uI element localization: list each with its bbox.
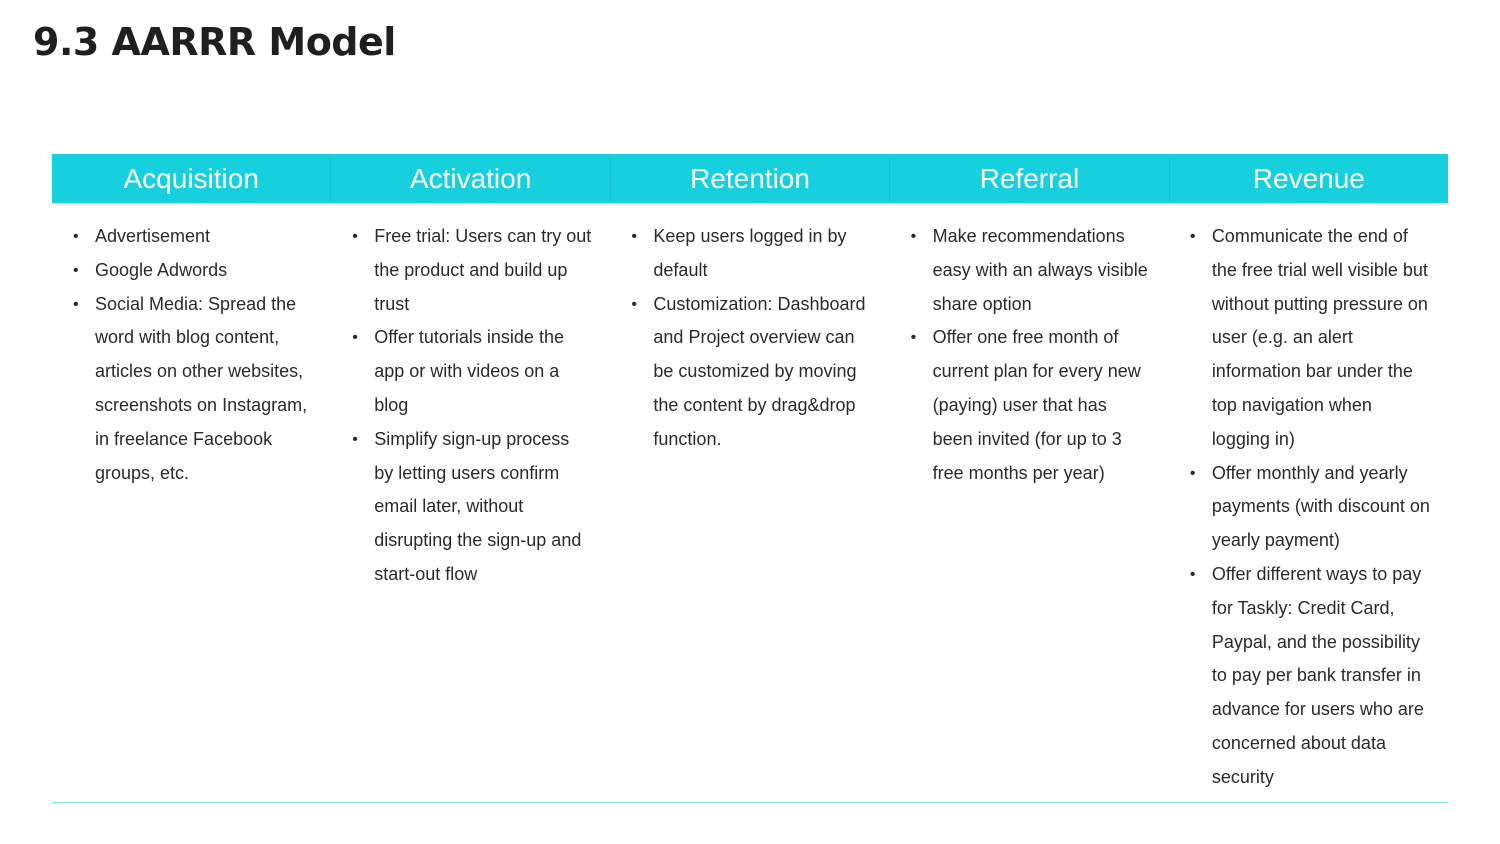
column-retention <box>610 220 889 795</box>
table-header-row <box>52 154 1448 203</box>
list-item: • Make recommendations easy with an always visible share option <box>910 220 1151 321</box>
header-revenue: Revenue <box>1252 162 1365 194</box>
referral-list <box>910 220 1151 490</box>
acquisition-list <box>72 220 313 490</box>
list-item: • Offer one free month of current plan for every new (paying) user that has been invited (for up to 3 free months per year) <box>910 321 1151 490</box>
page-title: 9.3 AARRR Model <box>33 20 396 64</box>
list-item: • Simplify sign-up process by letting users confirm email later, without disrupting the sign-up and start-out flow <box>351 423 592 592</box>
header-retention: Retention <box>611 154 890 203</box>
list-item: • Google Adwords <box>72 254 313 288</box>
retention-list <box>630 220 871 457</box>
table-body-row <box>52 203 1448 795</box>
header-acquisition: Acquisition <box>52 154 331 203</box>
revenue-list <box>1189 220 1430 795</box>
column-referral <box>890 220 1169 795</box>
list-item: • Offer different ways to pay for Taskly: Credit Card, Paypal, and the possibility to pay per bank transfer in advance for users who are concerned about data security <box>1189 558 1430 795</box>
column-activation <box>331 220 610 795</box>
column-acquisition <box>52 220 331 795</box>
bottom-divider <box>52 802 1448 803</box>
activation-list <box>351 220 592 592</box>
list-item: • Social Media: Spread the word with blog content, articles on other websites, screenshots on Instagram, in freelance Facebook groups, etc. <box>72 288 313 491</box>
header-activation: Activation <box>331 154 610 203</box>
list-item: • Offer monthly and yearly payments (with discount on yearly payment) <box>1189 457 1430 558</box>
list-item: • Customization: Dashboard and Project overview can be customized by moving the content by drag&drop function. <box>630 288 871 457</box>
list-item: • Advertisement <box>72 220 313 254</box>
list-item: • Communicate the end of the free trial well visible but without putting pressure on user (e.g. an alert information bar under the top navigation when logging in) <box>1189 220 1430 457</box>
list-item: • Keep users logged in by default <box>630 220 871 288</box>
header-referral: Referral <box>890 154 1169 203</box>
aarrr-table <box>52 154 1448 795</box>
column-revenue <box>1169 220 1448 795</box>
list-item: • Offer tutorials inside the app or with videos on a blog <box>351 321 592 422</box>
list-item: • Free trial: Users can try out the product and build up trust <box>351 220 592 321</box>
